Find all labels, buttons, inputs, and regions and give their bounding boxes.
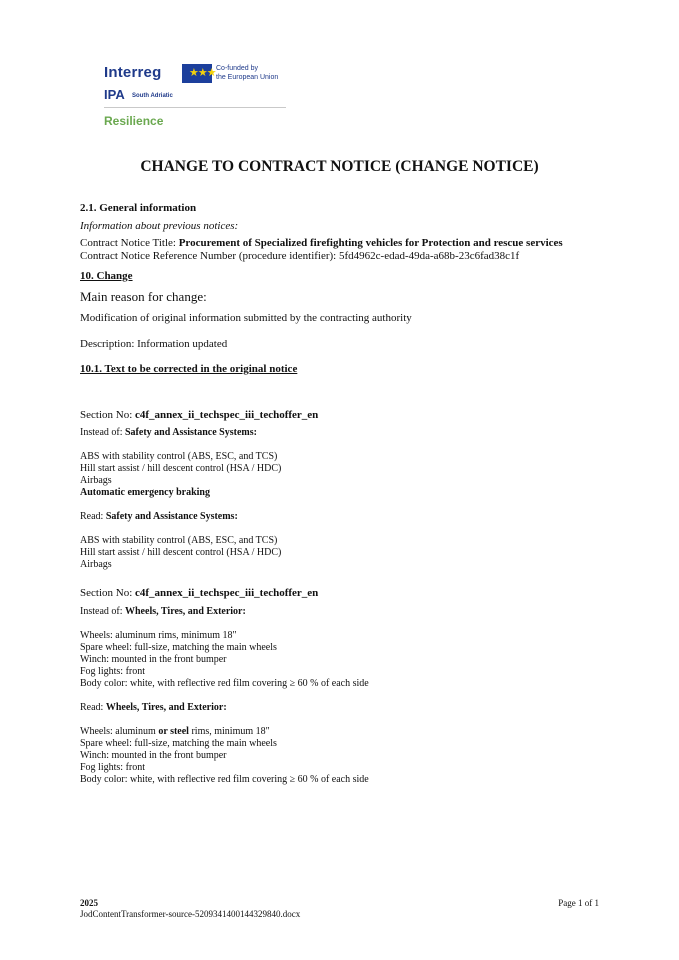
list-item: Fog lights: front [80, 665, 146, 677]
eu-flag-icon: ★★★ [182, 64, 212, 83]
eu-cofunded-text: Co-funded by the European Union [216, 65, 279, 81]
list-item: Winch: mounted in the front bumper [80, 749, 227, 761]
list-item: Automatic emergency braking [80, 487, 210, 498]
change-description: Description: Information updated [80, 337, 228, 350]
logo-programme: IPA [104, 87, 125, 102]
list-item: Body color: white, with reflective red film covering ≥ 60 % of each side [80, 677, 369, 689]
footer-filename: JodContentTransformer-source-5209341400144329840.docx [80, 909, 301, 919]
page-number: Page 1 of 1 [558, 898, 599, 908]
list-item: Airbags [80, 475, 112, 486]
list-item: Spare wheel: full-size, matching the main wheels [80, 641, 277, 653]
section-number: Section No: c4f_annex_ii_techspec_iii_techoffer_en [80, 408, 319, 421]
read-list [80, 535, 600, 571]
logo-brand: Interreg [104, 64, 162, 81]
read-heading: Read: Safety and Assistance Systems: [80, 511, 238, 522]
previous-notices-subheading: Information about previous notices: [80, 219, 239, 232]
instead-of-list [80, 451, 600, 499]
logo-region: South Adriatic [132, 93, 173, 99]
section-number: Section No: c4f_annex_ii_techspec_iii_techoffer_en [80, 587, 319, 599]
instead-of-heading: Instead of: Safety and Assistance Systems: [80, 427, 257, 438]
corrections-heading: 10.1. Text to be corrected in the original notice [80, 363, 298, 375]
footer-left [80, 898, 300, 920]
read-heading: Read: Wheels, Tires, and Exterior: [80, 701, 227, 713]
list-item: Wheels: aluminum or steel rims, minimum 18" [80, 725, 270, 737]
main-reason-value: Modification of original information submitted by the contracting authority [80, 312, 412, 324]
document-body [80, 202, 600, 786]
instead-of-list [80, 630, 600, 690]
list-item: ABS with stability control (ABS, ESC, and TCS) [80, 535, 278, 546]
change-heading: 10. Change [80, 270, 133, 282]
list-item: Winch: mounted in the front bumper [80, 653, 227, 665]
list-item: Fog lights: front [80, 761, 146, 773]
logo-project: Resilience [104, 114, 164, 128]
interreg-logo [96, 56, 314, 136]
footer-year: 2025 [80, 898, 98, 908]
list-item: Hill start assist / hill descent control (HSA / HDC) [80, 547, 282, 558]
main-reason-label: Main reason for change: [80, 288, 207, 304]
list-item: Spare wheel: full-size, matching the main wheels [80, 737, 277, 749]
page-title: CHANGE TO CONTRACT NOTICE (CHANGE NOTICE) [140, 158, 539, 175]
list-item: Wheels: aluminum rims, minimum 18" [80, 629, 237, 641]
list-item: ABS with stability control (ABS, ESC, and TCS) [80, 451, 278, 462]
contract-notice-reference: Contract Notice Reference Number (procedure identifier): 5fd4962c-edad-49da-a68b-23c6fad38c1f [80, 249, 520, 262]
read-list [80, 726, 600, 786]
general-heading: 2.1. General information [80, 202, 197, 214]
list-item: Hill start assist / hill descent control (HSA / HDC) [80, 463, 282, 474]
logo-divider [104, 107, 286, 108]
list-item: Airbags [80, 559, 112, 570]
list-item: Body color: white, with reflective red film covering ≥ 60 % of each side [80, 773, 369, 785]
instead-of-heading: Instead of: Wheels, Tires, and Exterior: [80, 605, 246, 617]
contract-notice-title: Contract Notice Title: Procurement of Specialized firefighting vehicles for Protection and rescue services [80, 237, 563, 249]
